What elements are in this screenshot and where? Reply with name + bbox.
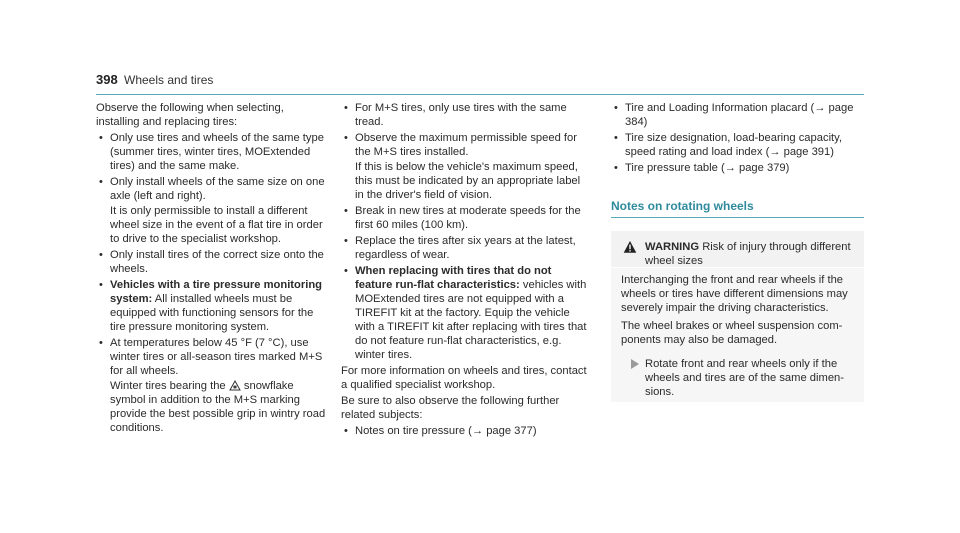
tpms-heading: Vehicles with a tire pressure monitoring system:	[110, 279, 322, 305]
warning-body	[611, 267, 864, 402]
related-link[interactable]: • Tire and Loading Information placard (→ page 384)	[611, 101, 867, 129]
related-subjects-list-continued	[611, 101, 867, 175]
page-number: 398	[96, 72, 118, 87]
list-item: • Break in new tires at moderate speeds for the first 60 miles (100 km).	[341, 204, 591, 232]
list-item: • At temperatures below 45 °F (7 °C), use winter tires or all-season tires marked M+S for all wheels. Winter tires bearing the snowflake symbol in addition to the M+S marking provide the best possible grip in wintry road conditions.	[96, 336, 326, 435]
list-item: • Only install tires of the correct size onto the wheels.	[96, 248, 326, 276]
warning-header	[623, 240, 859, 268]
related-subjects-list	[341, 424, 591, 438]
list-item: • Only use tires and wheels of the same type (summer tires, winter tires, MOExtended tires) and the same make.	[96, 131, 326, 173]
page-header	[96, 72, 864, 95]
list-item: • For M+S tires, only use tires with the same tread.	[341, 101, 591, 129]
intro-text: Observe the following when selecting, installing and replacing tires:	[96, 102, 284, 128]
column-3	[611, 101, 867, 177]
snowflake-mountain-icon	[229, 379, 241, 391]
related-link[interactable]: • Tire size designation, load-bearing capacity, speed rating and load index (→ page 391)	[611, 131, 867, 159]
also-observe-text: Be sure to also observe the following further related subjects:	[341, 395, 560, 421]
list-item: • When replacing with tires that do not feature run-flat characteristics: vehicles with MOExtended tires are not equipped with a TIREFIT kit at the factory. Equip the vehicle with a TIREFIT kit after replacing with tires that do not feature run-flat characteristics, e.g. winter tires.	[341, 264, 591, 362]
more-info-text: For more information on wheels and tires, contact a qualified specialist workshop.	[341, 365, 587, 391]
action-step	[621, 357, 857, 399]
list-item: • Vehicles with a tire pressure monitoring system: All installed wheels must be equipped with functioning sensors for the tire pressure monitoring system.	[96, 278, 326, 334]
run-flat-heading: When replacing with tires that do not feature run-flat characteristics:	[355, 265, 552, 291]
selection-rules-list	[96, 131, 326, 435]
warning-body-paragraph: The wheel brakes or wheel suspension components may also be damaged.	[621, 320, 843, 346]
section-heading: Notes on rotating wheels	[611, 198, 864, 218]
warning-body-paragraph: Interchanging the front and rear wheels if the wheels or tires have different dimensions may severely impair the driving characteristics.	[621, 274, 848, 314]
related-link[interactable]: • Tire pressure table (→ page 379)	[611, 161, 867, 175]
mplus-s-list	[341, 101, 591, 362]
related-link[interactable]: • Notes on tire pressure (→ page 377)	[341, 424, 591, 438]
action-text: Rotate front and rear wheels only if the wheels and tires are of the same dimensions.	[645, 358, 844, 398]
warning-triangle-icon	[623, 240, 637, 254]
warning-text: Risk of injury through different wheel sizes	[645, 241, 851, 267]
list-item: • Only install wheels of the same size on one axle (left and right). It is only permissible to install a different wheel size in the event of a flat tire in order to drive to the specialist workshop.	[96, 175, 326, 246]
action-arrow-icon	[631, 359, 639, 369]
warning-box	[611, 231, 864, 401]
warning-label: WARNING	[645, 241, 700, 253]
column-1	[96, 101, 326, 437]
chapter-title: Wheels and tires	[124, 73, 214, 87]
list-item: • Observe the maximum permissible speed for the M+S tires installed. If this is below the vehicle's maximum speed, this must be indicated by an appropriate label in the driver's field of vision.	[341, 131, 591, 202]
column-2	[341, 101, 591, 440]
list-item: • Replace the tires after six years at the latest, regardless of wear.	[341, 234, 591, 262]
